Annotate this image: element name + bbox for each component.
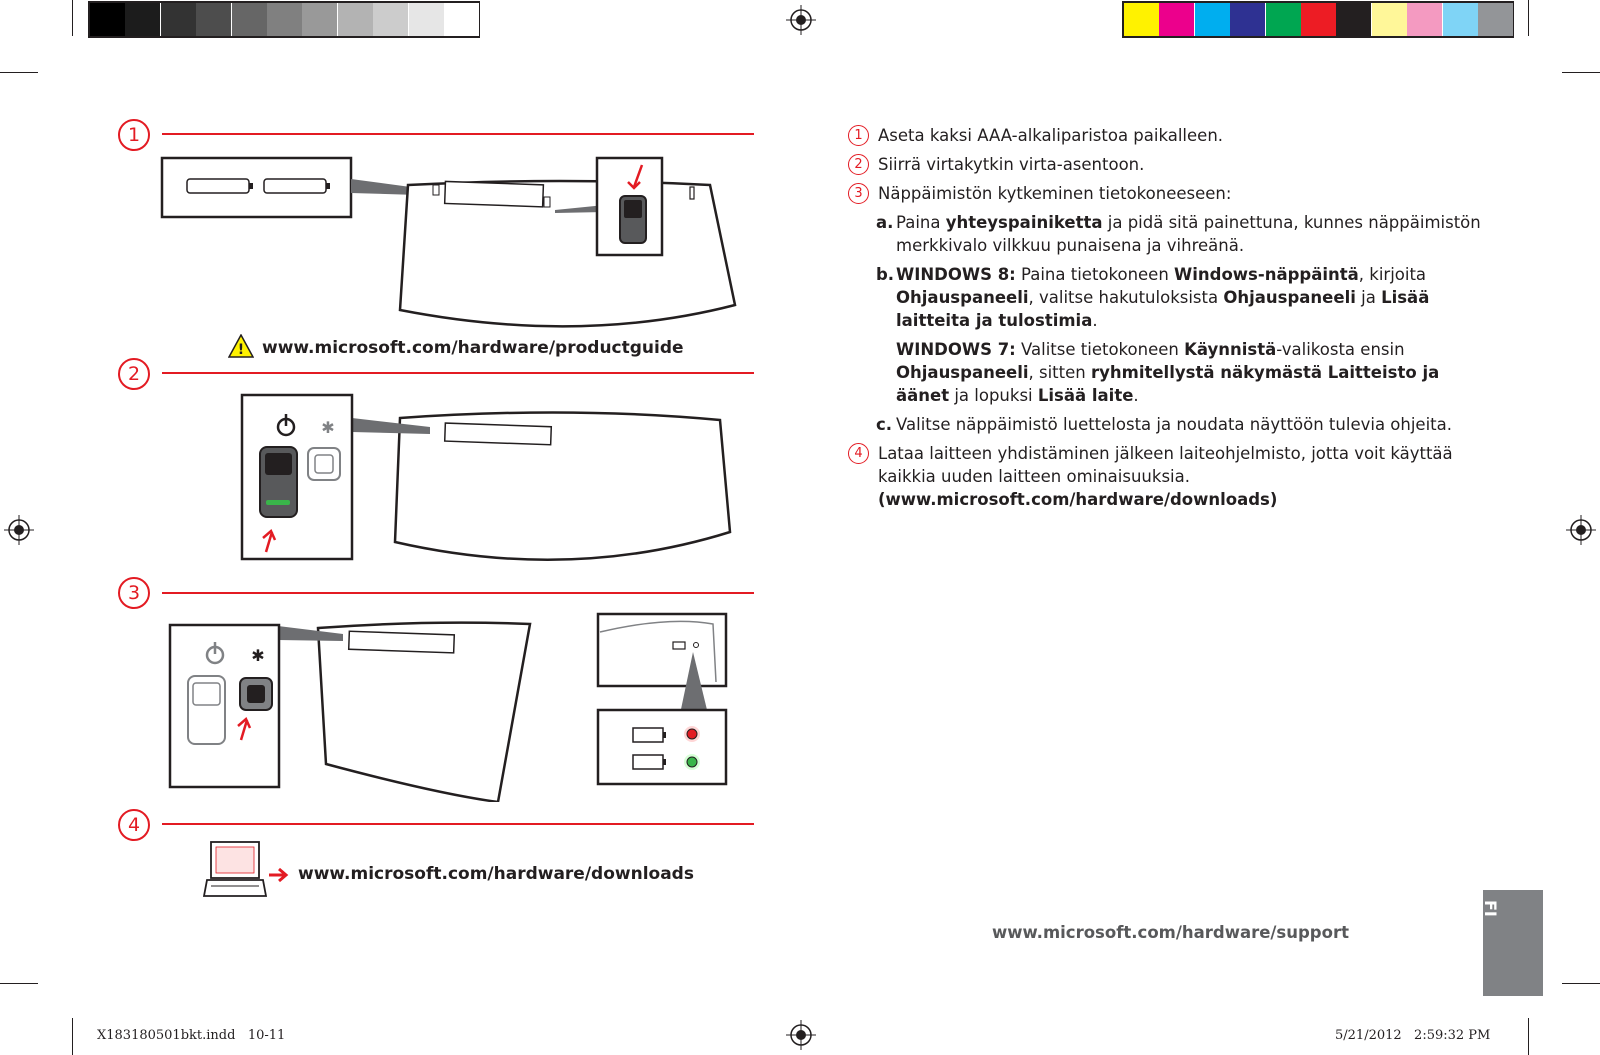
color-swatch-bar [1122, 1, 1514, 38]
bold-text: Windows-näppäintä [1174, 265, 1359, 284]
bold-text: ryhmitellystä näkymästä Laitteisto ja äänet [896, 363, 1440, 405]
crop-mark [1528, 1018, 1529, 1055]
text: . [1092, 311, 1098, 330]
step-3-illustration [168, 612, 738, 802]
registration-mark-icon [4, 515, 34, 545]
battery-icon [633, 728, 663, 742]
text: Paina [896, 213, 946, 232]
gray-swatch-bar [88, 1, 480, 38]
instruction-number: 2 [848, 154, 869, 175]
bluetooth-icon: ✱ [321, 418, 335, 437]
color-swatch [196, 3, 231, 36]
crop-mark [1528, 0, 1529, 36]
support-link[interactable]: www.microsoft.com/hardware/support [992, 923, 1349, 942]
color-swatch [1372, 3, 1407, 36]
instructions-column [848, 124, 1488, 517]
crop-mark [0, 983, 38, 984]
bold-text: Lisää laitteita ja tulostimia [896, 288, 1430, 330]
text: . [1133, 386, 1139, 405]
color-swatch [232, 3, 267, 36]
footer-filename: X183180501bkt.indd 10-11 [97, 1028, 286, 1043]
step-2-illustration [240, 392, 735, 567]
text: ja lopuksi [949, 386, 1038, 405]
color-swatch [409, 3, 444, 36]
downloads-link[interactable]: www.microsoft.com/hardware/downloads [298, 864, 694, 884]
text: ja [1355, 288, 1382, 307]
step-divider [162, 592, 754, 594]
step-1-number: 1 [118, 119, 150, 151]
instruction-number: 4 [848, 443, 869, 464]
color-swatch [125, 3, 160, 36]
color-swatch [1478, 3, 1513, 36]
downloads-url-text[interactable]: (www.microsoft.com/hardware/downloads) [878, 490, 1278, 509]
color-swatch [444, 3, 479, 36]
text: , sitten [1028, 363, 1091, 382]
step-divider [162, 823, 754, 825]
color-swatch [1301, 3, 1336, 36]
color-swatch [161, 3, 196, 36]
crop-mark [1562, 983, 1600, 984]
color-swatch [1159, 3, 1194, 36]
text: -valikosta ensin [1276, 340, 1405, 359]
bluetooth-icon: ✱ [251, 646, 265, 665]
arrow-right-icon [268, 867, 290, 883]
laptop-icon [203, 840, 267, 900]
registration-mark-icon [786, 5, 816, 35]
sub-label: b. [876, 265, 895, 284]
instruction-3a [858, 211, 1488, 257]
text: , valitse hakutuloksista [1028, 288, 1224, 307]
crop-mark [72, 1018, 73, 1055]
instruction-number: 1 [848, 125, 869, 146]
text: ja pidä sitä painettuna, kunnes näppäimistön merkkivalo vilkkuu punaisena ja vihreänä. [896, 213, 1481, 255]
sub-label: a. [876, 213, 894, 232]
text: Valitse tietokoneen [1015, 340, 1185, 359]
registration-mark-icon [1566, 515, 1596, 545]
instruction-number: 3 [848, 183, 869, 204]
color-swatch [267, 3, 302, 36]
instruction-text: Siirrä virtakytkin virta-asentoon. [878, 155, 1145, 174]
sub-label: c. [876, 415, 893, 434]
step-2-number: 2 [118, 358, 150, 390]
registration-mark-icon [786, 1020, 816, 1050]
color-swatch [1266, 3, 1301, 36]
language-tab-label: FI [1481, 900, 1500, 917]
productguide-link[interactable]: www.microsoft.com/hardware/productguide [262, 338, 684, 358]
crop-mark [1562, 72, 1600, 73]
color-swatch [1195, 3, 1230, 36]
color-swatch [90, 3, 125, 36]
color-swatch [1443, 3, 1478, 36]
instruction-1 [848, 124, 1488, 147]
battery-icon [264, 179, 326, 193]
instruction-3 [848, 182, 1488, 205]
instruction-3c [858, 413, 1488, 436]
color-swatch [302, 3, 337, 36]
instruction-text: Näppäimistön kytkeminen tietokoneeseen: [878, 184, 1232, 203]
text: Paina tietokoneen [1015, 265, 1175, 284]
warning-icon [228, 334, 254, 358]
color-swatch [1336, 3, 1371, 36]
instruction-text: Aseta kaksi AAA-alkaliparistoa paikalleen. [878, 126, 1224, 145]
color-swatch [373, 3, 408, 36]
footer-timestamp: 5/21/2012 2:59:32 PM [1335, 1028, 1491, 1043]
bold-text: Ohjauspaneeli [896, 288, 1029, 307]
battery-icon [633, 755, 663, 769]
instruction-3b-win7 [858, 338, 1488, 407]
bold-text: WINDOWS 7: [896, 340, 1016, 359]
step-3-number: 3 [118, 577, 150, 609]
color-swatch [1230, 3, 1265, 36]
bold-text: Käynnistä [1184, 340, 1277, 359]
text: Valitse näppäimistö luettelosta ja noudata näyttöön tulevia ohjeita. [896, 415, 1452, 434]
crop-mark [72, 0, 73, 36]
bold-text: Lisää laite [1037, 386, 1134, 405]
instruction-2 [848, 153, 1488, 176]
instruction-text: Lataa laitteen yhdistäminen jälkeen laiteohjelmisto, jotta voit käyttää kaikkia uuden laitteen ominaisuuksia. [878, 444, 1453, 486]
crop-mark [0, 72, 38, 73]
bold-text: WINDOWS 8: [896, 265, 1016, 284]
instruction-4 [848, 442, 1488, 511]
bold-text: Ohjauspaneeli [1223, 288, 1356, 307]
battery-icon [187, 179, 249, 193]
bold-text: Ohjauspaneeli [896, 363, 1029, 382]
step-divider [162, 133, 754, 135]
step-4-number: 4 [118, 809, 150, 841]
bold-text: yhteyspainiketta [945, 213, 1103, 232]
text: , kirjoita [1358, 265, 1427, 284]
color-swatch [1407, 3, 1442, 36]
step-divider [162, 372, 754, 374]
svg-text:!: ! [237, 342, 245, 358]
color-swatch [338, 3, 373, 36]
color-swatch [1124, 3, 1159, 36]
step-1-illustration [160, 155, 740, 340]
instruction-3b [858, 263, 1488, 332]
